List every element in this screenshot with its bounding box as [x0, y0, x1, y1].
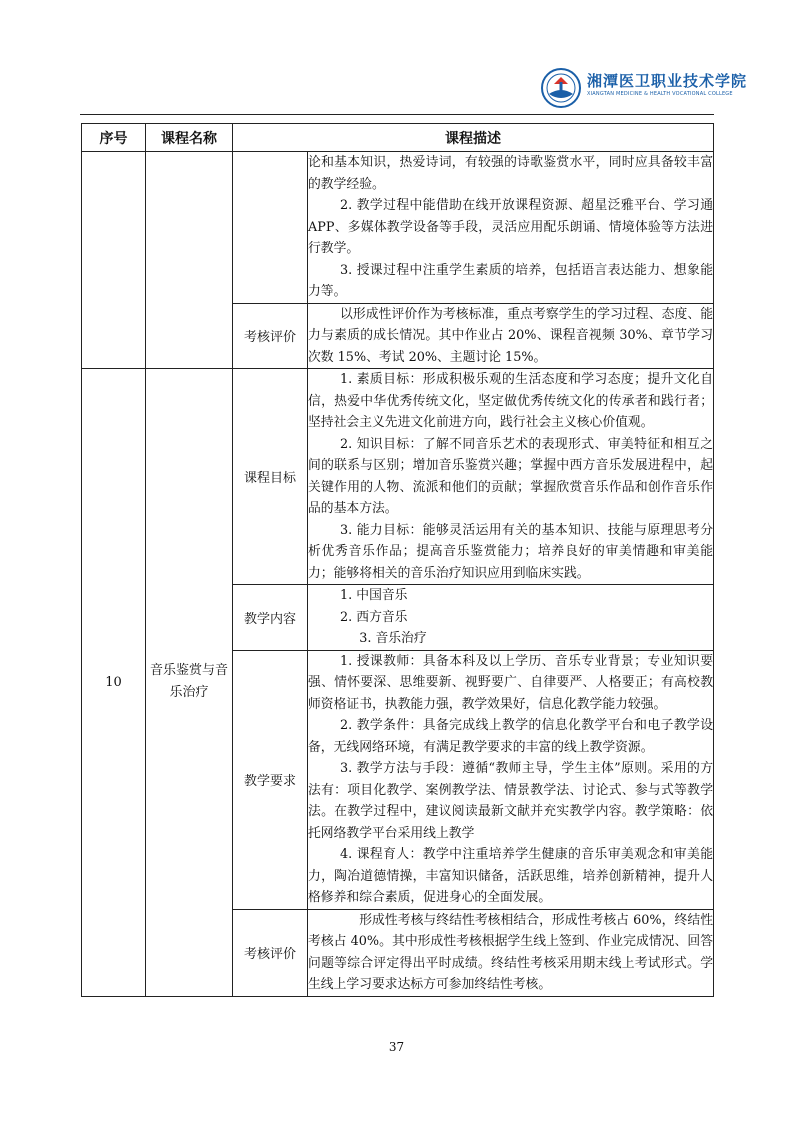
- content-item-1: 1. 中国音乐: [340, 588, 408, 603]
- assessment-label: 考核评价: [233, 909, 308, 996]
- course-name: 音乐鉴赏与音乐治疗: [146, 369, 233, 997]
- prev-teacher-label-cell: [233, 152, 308, 304]
- school-name-cn: 湘潭医卫职业技术学院: [587, 72, 748, 90]
- requirement-item-3: 3. 教学方法与手段：遵循“教师主导，学生主体”原则。采用的方法有：项目化教学、案例教学法、情景教学法、讨论式、参与式等教学法。在教学过程中，建议阅读最新文献并充实教学内容。教学策略：依托网络教学平台采用线上教学: [308, 761, 713, 841]
- table-header-row: [82, 124, 714, 152]
- requirements-desc: [308, 650, 714, 909]
- prev-name-cell: [146, 152, 233, 369]
- col-header-number: 序号: [82, 124, 146, 152]
- header-rule: [80, 114, 714, 115]
- goal-item-3: 3. 能力目标：能够灵活运用有关的基本知识、技能与原理思考分析优秀音乐作品；提高音乐鉴赏能力；培养良好的审美情趣和审美能力；能够将相关的音乐治疗知识应用到临床实践。: [308, 522, 713, 581]
- goals-desc: [308, 369, 714, 585]
- course-table: [81, 123, 714, 997]
- goals-label: 课程目标: [233, 369, 308, 585]
- table-row: [82, 152, 714, 304]
- content-desc: [308, 585, 714, 651]
- school-logo: [535, 66, 748, 114]
- assessment-text: 形成性考核与终结性考核相结合，形成性考核占 60%，终结性考核占 40%。其中形成性考核根据学生线上签到、作业完成情况、回答问题等综合评定得出平时成绩。终结性考核采用期末线上考试形式。学生线上学习要求达标方可参加终结性考核。: [308, 912, 713, 992]
- col-header-course-name: 课程名称: [146, 124, 233, 152]
- prev-assessment-text: 以形成性评价作为考核标准，重点考察学生的学习过程、态度、能力与素质的成长情况。其中作业占 20%、课程音视频 30%、章节学习次数 15%、考试 20%、主题讨论 15%。: [308, 306, 713, 365]
- school-emblem-icon: [541, 68, 581, 108]
- prev-teacher-line-1: 论和基本知识，热爱诗词，有较强的诗歌鉴赏水平，同时应具备较丰富的教学经验。: [308, 155, 713, 192]
- prev-number-cell: [82, 152, 146, 369]
- prev-assessment-desc: [308, 303, 714, 369]
- table-row: [82, 369, 714, 585]
- school-name-en: XIANGTAN MEDICINE & HEALTH VOCATIONAL COLLEGE: [587, 91, 733, 97]
- requirement-item-2: 2. 教学条件：具备完成线上教学的信息化教学平台和电子教学设备，无线网络环境，有满足教学要求的丰富的线上教学资源。: [308, 718, 713, 755]
- goal-item-1: 1. 素质目标：形成积极乐观的生活态度和学习态度；提升文化自信，热爱中华优秀传统文化，坚定做优秀传统文化的传承者和践行者；坚持社会主义先进文化前进方向，践行社会主义核心价值观。: [308, 372, 713, 430]
- page-number: 37: [388, 1040, 405, 1054]
- requirements-label: 教学要求: [233, 650, 308, 909]
- prev-assessment-label: 考核评价: [233, 303, 308, 369]
- prev-teacher-desc: [308, 152, 714, 304]
- content-item-2: 2. 西方音乐: [340, 609, 408, 625]
- content-label: 教学内容: [233, 585, 308, 651]
- course-number: 10: [82, 369, 146, 997]
- col-header-course-desc: 课程描述: [233, 124, 714, 152]
- prev-teacher-line-2: 2. 教学过程中能借助在线开放课程资源、超星泛雅平台、学习通 APP、多媒体教学设备等手段，灵活应用配乐朗诵、情境体验等方法进行教学。: [308, 198, 713, 256]
- assessment-desc: [308, 909, 714, 996]
- content-item-3: 3. 音乐治疗: [359, 631, 427, 646]
- requirement-item-4: 4. 课程育人：教学中注重培养学生健康的音乐审美观念和审美能力，陶冶道德情操，丰富知识储备，活跃思维，培养创新精神，提升人格修养和综合素质，促进身心的全面发展。: [308, 847, 713, 905]
- requirement-item-1: 1. 授课教师：具备本科及以上学历、音乐专业背景；专业知识要强、情怀要深、思维要新、视野要广、自律要严、人格要正；有高校教师资格证书，执教能力强，教学效果好，信息化教学能力较强。: [308, 653, 713, 712]
- prev-teacher-line-3: 3. 授课过程中注重学生素质的培养，包括语言表达能力、想象能力等。: [308, 262, 713, 299]
- goal-item-2: 2. 知识目标：了解不同音乐艺术的表现形式、审美特征和相互之间的联系与区别；增加音乐鉴赏兴趣；掌握中西方音乐发展进程中，起关键作用的人物、流派和他们的贡献；掌握欣赏音乐作品和创作音乐作品的基本方法。: [308, 436, 713, 516]
